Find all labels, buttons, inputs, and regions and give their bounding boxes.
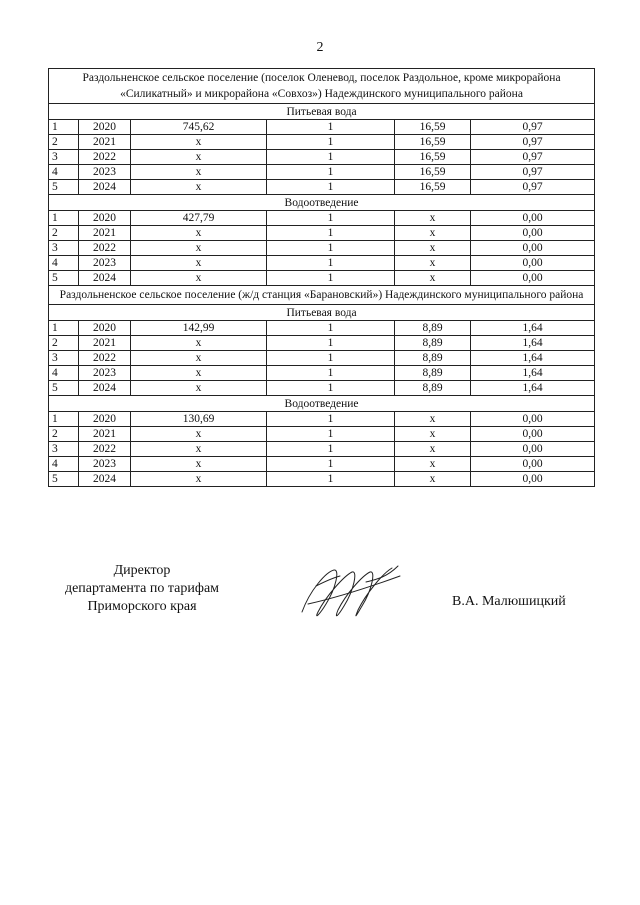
table-cell: x: [395, 226, 471, 241]
table-cell: x: [131, 180, 267, 195]
table-cell: x: [131, 241, 267, 256]
table-cell: x: [131, 226, 267, 241]
table-cell: 2024: [79, 381, 131, 396]
position-line: Директор: [113, 563, 171, 578]
table-row: [49, 412, 595, 427]
position-line: Приморского края: [87, 599, 197, 614]
table-cell: x: [131, 351, 267, 366]
table-cell: 2020: [79, 321, 131, 336]
table-cell: 1: [267, 241, 395, 256]
table-cell: 1: [267, 135, 395, 150]
table-cell: 8,89: [395, 321, 471, 336]
table-cell: 0,00: [471, 457, 595, 472]
table-cell: 2023: [79, 457, 131, 472]
table-cell: 8,89: [395, 351, 471, 366]
table-cell: 16,59: [395, 165, 471, 180]
table-cell: 3: [49, 241, 79, 256]
table-cell: 2020: [79, 211, 131, 226]
table-cell: 0,97: [471, 165, 595, 180]
table-cell: 1: [267, 211, 395, 226]
table-cell: 0,00: [471, 472, 595, 487]
section-title: Раздольненское сельское поселение (ж/д станция «Барановский») Надеждинского муниципального района: [49, 286, 595, 305]
table-cell: 4: [49, 256, 79, 271]
table-cell: x: [131, 165, 267, 180]
group-header-row: [49, 396, 595, 412]
table-cell: x: [395, 472, 471, 487]
table-cell: 0,00: [471, 256, 595, 271]
table-cell: x: [395, 256, 471, 271]
table-cell: 2023: [79, 165, 131, 180]
table-cell: 1: [267, 120, 395, 135]
table-row: [49, 427, 595, 442]
table-cell: x: [131, 457, 267, 472]
signatory-position: [52, 562, 232, 616]
table-cell: x: [131, 472, 267, 487]
table-cell: 8,89: [395, 336, 471, 351]
table-cell: 2021: [79, 135, 131, 150]
table-row: [49, 135, 595, 150]
table-cell: 2021: [79, 336, 131, 351]
table-cell: 2024: [79, 180, 131, 195]
table-cell: 16,59: [395, 120, 471, 135]
table-cell: x: [131, 150, 267, 165]
table-cell: x: [395, 412, 471, 427]
table-cell: 1: [267, 321, 395, 336]
table-row: [49, 472, 595, 487]
table-row: [49, 442, 595, 457]
table-cell: x: [395, 271, 471, 286]
table-cell: 16,59: [395, 180, 471, 195]
table-row: [49, 351, 595, 366]
table-cell: 130,69: [131, 412, 267, 427]
table-row: [49, 165, 595, 180]
signatory-name: В.А. Малюшицкий: [452, 594, 566, 609]
table-cell: 745,62: [131, 120, 267, 135]
table-cell: 2021: [79, 427, 131, 442]
table-cell: 1: [267, 457, 395, 472]
table-cell: x: [395, 241, 471, 256]
table-row: [49, 211, 595, 226]
table-cell: 0,00: [471, 211, 595, 226]
group-header-row: [49, 195, 595, 211]
group-title: Водоотведение: [49, 195, 595, 211]
table-cell: 1: [49, 211, 79, 226]
table-cell: 1: [267, 336, 395, 351]
table-cell: x: [131, 256, 267, 271]
table-row: [49, 180, 595, 195]
table-row: [49, 256, 595, 271]
table-cell: 2022: [79, 351, 131, 366]
table-cell: 0,97: [471, 120, 595, 135]
table-row: [49, 321, 595, 336]
table-cell: 2020: [79, 120, 131, 135]
table-cell: 1,64: [471, 336, 595, 351]
table-cell: 0,00: [471, 271, 595, 286]
table-cell: x: [131, 427, 267, 442]
table-row: [49, 241, 595, 256]
table-cell: x: [131, 271, 267, 286]
table-row: [49, 226, 595, 241]
table-cell: 2024: [79, 472, 131, 487]
table-cell: 2: [49, 336, 79, 351]
section-title: Раздольненское сельское поселение (поселок Оленевод, поселок Раздольное, кроме микрорайона «Силикатный» и микрорайона «Совхоз») Надеждинского муниципального района: [49, 69, 595, 104]
group-header-row: [49, 305, 595, 321]
tariff-table-body: [49, 69, 595, 487]
table-cell: 5: [49, 180, 79, 195]
table-cell: 2022: [79, 241, 131, 256]
group-title: Водоотведение: [49, 396, 595, 412]
table-cell: 3: [49, 442, 79, 457]
table-cell: 2022: [79, 442, 131, 457]
table-cell: 2: [49, 226, 79, 241]
table-cell: 2021: [79, 226, 131, 241]
table-cell: 0,97: [471, 180, 595, 195]
table-cell: 1: [267, 442, 395, 457]
table-cell: 1: [267, 180, 395, 195]
table-cell: 16,59: [395, 150, 471, 165]
table-row: [49, 336, 595, 351]
group-header-row: [49, 104, 595, 120]
table-cell: 0,00: [471, 442, 595, 457]
table-cell: 8,89: [395, 366, 471, 381]
table-cell: 0,97: [471, 135, 595, 150]
table-cell: 0,00: [471, 427, 595, 442]
table-row: [49, 381, 595, 396]
table-row: [49, 366, 595, 381]
table-cell: 1: [267, 427, 395, 442]
table-cell: 4: [49, 165, 79, 180]
position-line: департамента по тарифам: [64, 581, 220, 596]
table-cell: 1: [267, 271, 395, 286]
handwritten-signature: [296, 560, 406, 624]
table-cell: 0,00: [471, 241, 595, 256]
table-cell: 5: [49, 472, 79, 487]
table-cell: 2024: [79, 271, 131, 286]
table-cell: 0,00: [471, 412, 595, 427]
table-cell: 2: [49, 427, 79, 442]
table-cell: 1,64: [471, 351, 595, 366]
table-cell: 1: [267, 472, 395, 487]
group-title: Питьевая вода: [49, 305, 595, 321]
table-cell: 1: [267, 412, 395, 427]
table-row: [49, 150, 595, 165]
table-row: [49, 120, 595, 135]
table-cell: x: [395, 457, 471, 472]
table-cell: 4: [49, 366, 79, 381]
table-cell: 1: [267, 150, 395, 165]
table-cell: x: [395, 442, 471, 457]
tariff-table: [48, 68, 595, 487]
table-cell: x: [131, 381, 267, 396]
table-cell: 8,89: [395, 381, 471, 396]
table-cell: x: [131, 336, 267, 351]
table-cell: 1: [267, 351, 395, 366]
table-cell: 2023: [79, 256, 131, 271]
group-title: Питьевая вода: [49, 104, 595, 120]
table-cell: 427,79: [131, 211, 267, 226]
table-cell: 1,64: [471, 321, 595, 336]
table-row: [49, 271, 595, 286]
table-cell: 1: [49, 120, 79, 135]
table-cell: 1: [267, 366, 395, 381]
table-cell: 1: [267, 381, 395, 396]
table-cell: x: [131, 442, 267, 457]
table-cell: 1: [267, 256, 395, 271]
table-cell: x: [131, 135, 267, 150]
table-cell: x: [395, 427, 471, 442]
page-number: 2: [316, 40, 324, 55]
table-cell: 5: [49, 271, 79, 286]
table-cell: 1: [267, 226, 395, 241]
table-cell: 142,99: [131, 321, 267, 336]
table-cell: 3: [49, 351, 79, 366]
table-cell: 1,64: [471, 366, 595, 381]
table-cell: 2: [49, 135, 79, 150]
table-cell: 3: [49, 150, 79, 165]
section-title-row: [49, 286, 595, 305]
table-cell: x: [395, 211, 471, 226]
table-cell: 1: [49, 412, 79, 427]
table-cell: 16,59: [395, 135, 471, 150]
table-cell: 2022: [79, 150, 131, 165]
table-row: [49, 457, 595, 472]
table-cell: 0,97: [471, 150, 595, 165]
table-cell: 1: [267, 165, 395, 180]
table-cell: 1,64: [471, 381, 595, 396]
section-title-row: [49, 69, 595, 104]
table-cell: 0,00: [471, 226, 595, 241]
table-cell: 2023: [79, 366, 131, 381]
table-cell: 5: [49, 381, 79, 396]
table-cell: 2020: [79, 412, 131, 427]
table-cell: x: [131, 366, 267, 381]
table-cell: 1: [49, 321, 79, 336]
table-cell: 4: [49, 457, 79, 472]
